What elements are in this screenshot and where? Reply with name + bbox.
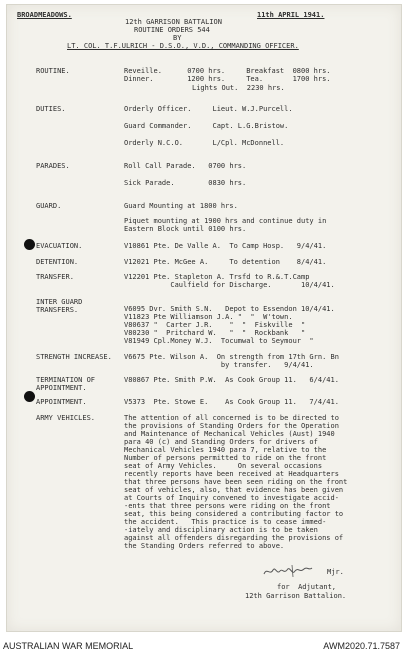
section-label-routine: ROUTINE. bbox=[36, 67, 70, 75]
army-vehicles-line: at Courts of Inquiry convened to investigate accid- bbox=[124, 494, 339, 502]
army-vehicles-line: para 40 (c) and Standing Orders for drivers of bbox=[124, 438, 318, 446]
routine-line: Dinner. 1200 hrs. Tea. 1700 hrs. bbox=[124, 75, 331, 83]
location: BROADMEADOWS. bbox=[17, 11, 72, 19]
punch-hole bbox=[24, 391, 35, 402]
section-label-inter-guard: INTER GUARD bbox=[36, 298, 83, 306]
footer-bar bbox=[0, 634, 404, 653]
section-label-appointment: APPOINTMENT. bbox=[36, 398, 87, 406]
punch-hole bbox=[24, 239, 35, 250]
army-vehicles-line: Mechanical Vehicles 1940 para 7, relative to the bbox=[124, 446, 327, 454]
transfer-line: V12201 Pte. Stapleton A. Trsfd to R.&.T.Camp bbox=[124, 273, 310, 281]
handwritten-signature bbox=[262, 562, 314, 580]
guard-line: Guard Mounting at 1800 hrs. bbox=[124, 202, 238, 210]
parades-line: Roll Call Parade. 0700 hrs. bbox=[124, 162, 247, 170]
section-label-termination: TERMINATION OF bbox=[36, 376, 96, 384]
section-label-duties: DUTIES. bbox=[36, 105, 66, 113]
orders-by: BY bbox=[173, 34, 182, 42]
guard-line: Eastern Block until 0100 hrs. bbox=[124, 225, 247, 233]
army-vehicles-line: The attention of all concerned is to be directed to bbox=[124, 414, 339, 422]
section-label-transfer: TRANSFER. bbox=[36, 273, 74, 281]
army-vehicles-line: recently reports have been received at Headquarters bbox=[124, 470, 339, 478]
appointment-entry: V5373 Pte. Stowe E. As Cook Group 11. 7/4/41. bbox=[124, 398, 339, 406]
footer-institution: AUSTRALIAN WAR MEMORIAL bbox=[3, 641, 134, 651]
army-vehicles-line: the provisions of Standing Orders for the Operation bbox=[124, 422, 339, 430]
date: 11th APRIL 1941. bbox=[257, 11, 325, 19]
routine-line: Lights Out. 2230 hrs. bbox=[192, 84, 285, 92]
orders-title: ROUTINE ORDERS 544 bbox=[134, 26, 210, 34]
parades-line: Sick Parade. 0830 hrs. bbox=[124, 179, 247, 187]
inter-guard-entry: V6095 Dvr. Smith S.N. Depot to Essendon 10/4/41. bbox=[124, 305, 335, 313]
strength-line: V6675 Pte. Wilson A. On strength from 17th Grn. Bn bbox=[124, 353, 339, 361]
army-vehicles-line: seat of vehicles, also, that evidence has been given bbox=[124, 486, 344, 494]
army-vehicles-line: -ents that three persons were riding on the front bbox=[124, 502, 331, 510]
battalion-title: 12th GARRISON BATTALION bbox=[125, 18, 222, 26]
section-label-strength: STRENGTH INCREASE. bbox=[36, 353, 112, 361]
commanding-officer: LT. COL. T.F.ULRICH - D.S.O., V.D., COMMANDING OFFICER. bbox=[67, 42, 299, 50]
duties-line: Orderly N.C.O. L/Cpl. McDonnell. bbox=[124, 139, 285, 147]
section-label-parades: PARADES. bbox=[36, 162, 70, 170]
strength-line: by transfer. 9/4/41. bbox=[124, 361, 314, 369]
section-label-detention: DETENTION. bbox=[36, 258, 79, 266]
army-vehicles-line: and Maintenance of Mechanical Vehicles (Aust) 1940 bbox=[124, 430, 335, 438]
army-vehicles-line: against all offenders disregarding the provisions of bbox=[124, 534, 344, 542]
army-vehicles-line: seat of Army Vehicles. On several occasions bbox=[124, 462, 323, 470]
army-vehicles-line: -iately and disciplinary action is to be taken bbox=[124, 526, 318, 534]
evacuation-entry: V10861 Pte. De Valle A. To Camp Hosp. 9/4/41. bbox=[124, 242, 327, 250]
guard-line: Piquet mounting at 1900 hrs and continue duty in bbox=[124, 217, 327, 225]
section-label-evacuation: EVACUATION. bbox=[36, 242, 83, 250]
section-label-army-vehicles: ARMY VEHICLES. bbox=[36, 414, 96, 422]
army-vehicles-line: Number of persons permitted to ride on the front bbox=[124, 454, 327, 462]
army-vehicles-line: the accident. This practice is to cease immed- bbox=[124, 518, 327, 526]
inter-guard-entry: V80230 " Pritchard W. " " Rockbank " bbox=[124, 329, 306, 337]
army-vehicles-line: the Standing Orders referred to above. bbox=[124, 542, 285, 550]
detention-entry: V12021 Pte. McGee A. To detention 8/4/41. bbox=[124, 258, 327, 266]
section-label-inter-guard: TRANSFERS. bbox=[36, 306, 79, 314]
signature-for: for Adjutant, bbox=[277, 583, 337, 591]
signature-rank: Mjr. bbox=[327, 568, 344, 576]
army-vehicles-line: that three persons have been seen riding on the front bbox=[124, 478, 348, 486]
duties-line: Guard Commander. Capt. L.G.Bristow. bbox=[124, 122, 289, 130]
inter-guard-entry: V80637 " Carter J.R. " " Fiskville " bbox=[124, 321, 306, 329]
inter-guard-entry: V81949 Cpl.Money W.J. Tocumwal to Seymour " bbox=[124, 337, 314, 345]
routine-line: Reveille. 0700 hrs. Breakfast 0800 hrs. bbox=[124, 67, 331, 75]
inter-guard-entry: V11823 Pte Williamson J.A. " " W'town. bbox=[124, 313, 293, 321]
transfer-line: Caulfield for Discharge. 10/4/41. bbox=[124, 281, 335, 289]
signature-unit: 12th Garrison Battalion. bbox=[245, 592, 347, 600]
document-page bbox=[6, 4, 402, 632]
section-label-termination: APPOINTMENT. bbox=[36, 384, 87, 392]
army-vehicles-line: seat, this being considered a contributing factor to bbox=[124, 510, 344, 518]
section-label-guard: GUARD. bbox=[36, 202, 62, 210]
footer-accession-number: AWM2020.71.7587 bbox=[323, 641, 400, 651]
duties-line: Orderly Officer. Lieut. W.J.Purcell. bbox=[124, 105, 293, 113]
termination-entry: V80867 Pte. Smith P.W. As Cook Group 11. 6/4/41. bbox=[124, 376, 339, 384]
